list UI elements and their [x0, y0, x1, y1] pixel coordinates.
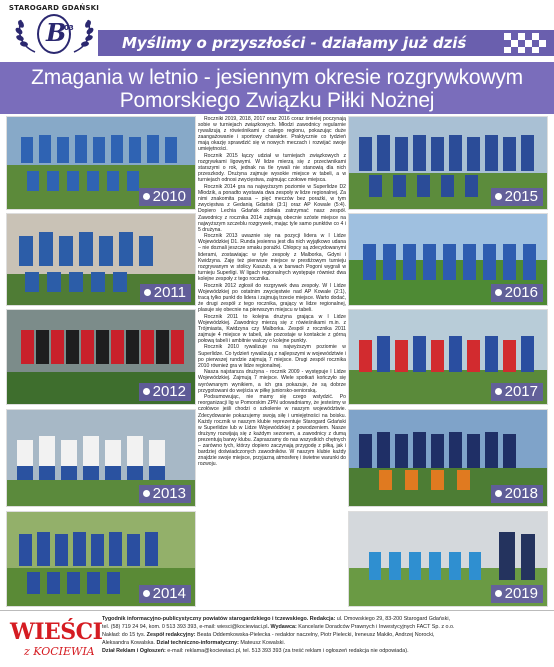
publisher-line-4-rest: Mateusz Kowalski.	[238, 640, 286, 646]
publisher-line-4	[102, 639, 548, 647]
club-name: STAROGARD GDAŃSKI	[8, 4, 100, 12]
publisher-line-4-bold: Dział techniczno-informatyczny:	[155, 640, 239, 646]
article-title-block	[0, 62, 554, 114]
year-badge: 2018	[491, 485, 543, 503]
publisher-line-3-start: Nakład: do 15 tys.	[102, 632, 146, 638]
article-title-line-1: Zmagania w letnio - jesiennym okresie rozgrywkowym	[31, 66, 523, 89]
publisher-line-3-bold: Zespół redakcyjny:	[145, 632, 196, 638]
publisher-line-1-rest: ul. Dmowskiego 29, 83-200 Starogard Gdański,	[335, 616, 451, 622]
article-body	[198, 116, 346, 608]
club-logo	[6, 2, 102, 60]
wiesci-logo-main: WIEŚCI	[10, 619, 103, 645]
article-paragraph: Rocznik 2011 to kolejna drużyna grająca w I Lidze Wojewódzkiej. Zawodnicy mierzą się z rówieśnikami m.in. z Trójmiasta, Kwidzyna czy Malborka. Zespół z rocznika 2011 zajmuje 4 miejsce w tabeli, ale pozostaje w kontakcie z górną połową tabeli i ambitnie walczy o kolejne punkty.	[198, 313, 346, 344]
year-badge: 2016	[491, 284, 543, 302]
publisher-line-3-rest: Beata Oddemkowska-Pielecka - redaktor naczelny, Piotr Pielecki, Ireneusz Makiło, Andrzej Norocki,	[195, 632, 435, 638]
logo-letter: B	[46, 18, 67, 47]
publisher-line-1	[102, 615, 548, 623]
team-photo-2012	[6, 309, 196, 405]
year-badge: 2019	[491, 585, 543, 603]
article-paragraph: Rocznik 2014 gra na najwyższym poziomie w Superlidze D2 Młodzik, a ponadto wystawia dwa zespoły w lidze regionalnej. Za nimi znakomita passa – pięć meczów bez porażki, w tym zwycięstwa z Gedanią Gdańsk (3:1) oraz AP Kowale (5:4). Dopiero Lechia Gdańsk zdołała zatrzymać nasz zespół. Zawodnicy z rocznika 2014 zajmują obecnie szóste miejsce na najwyższym szczeblu rozgrywek, mając tyle samo punktów co 4 i 5 drużyna.	[198, 184, 346, 233]
publisher-info	[102, 615, 548, 655]
publisher-line-4-start: Aleksandra Kowalska.	[102, 640, 156, 646]
year-badge: 2015	[491, 188, 543, 206]
article-paragraph: Rocznik 2013 uwaznie się na pozycji lidera w I Lidze Wojewódzkiej D1. Runda jesienna jest dla nich wyjątkowo udana – nie doznali jeszcze smaku porażki. Chłopcy są zdecydowanymi liderami, zostawiając w tyle zespoły z Malborka, Gdyni i Kwidzyna. Zaję też pierwsze miejsce w prestiżowym turnieju rozgrywanym w stolicy Kaszub, a w barwach Pogoni wygrali w turnieju Superligi. W ligach regionalnych występuje również dwa kolejne zespoły z tego rocznika.	[198, 233, 346, 282]
article-title-line-2: Pomorskiego Związku Piłki Nożnej	[119, 89, 435, 112]
slogan-banner	[98, 30, 554, 56]
wiesci-logo	[10, 615, 103, 663]
team-photo-2018	[348, 409, 548, 507]
article-paragraph: Nasza najstarsza drużyna - rocznik 2009 - występuje I Lidze Wojewódzkiej. Zajmują 7 miejsce. Wiele spotkań kończyło się wyrównanym wynikiem, a ich gra pokazuje, że są dobrze przygotowani do wejścia w piłkę juniorsko-seniorską.	[198, 369, 346, 394]
year-badge: 2012	[139, 383, 191, 401]
team-photo-2016	[348, 213, 548, 306]
team-photo-2010	[6, 116, 196, 210]
year-badge: 2010	[139, 188, 191, 206]
publisher-line-2-rest: Kancelarie Doradców Prawnych i Inwestycyjnych FACT Sp. z o.o.	[296, 624, 455, 630]
publisher-line-2	[102, 623, 548, 631]
year-badge: 2013	[139, 485, 191, 503]
checker-pattern-icon	[504, 33, 548, 53]
article-paragraph: Rocznik 2010 rywalizuje na najwyższym poziomie w Superlidze. Co tydzień rywalizują z najlepszymi w województwie i po pierwszej rundzie zajmują 7 miejsce. Drugi zespół rocznika 2010 również gra w lidze regionalnej.	[198, 344, 346, 369]
year-badge: 2011	[140, 284, 191, 302]
wiesci-logo-sub: z KOCIEWIA	[24, 645, 95, 658]
team-photo-2015	[348, 116, 548, 210]
publisher-line-2-bold: . Wydawca:	[267, 624, 297, 630]
year-badge: 2017	[491, 383, 543, 401]
team-photo-2019	[348, 511, 548, 607]
page-header	[0, 0, 554, 62]
publisher-line-1-bold: Tygodnik informacyjno-publicystyczny powiatów starogardzkiego i tczewskiego. Redakcja:	[102, 616, 336, 622]
article-paragraph: Roczniki 2019, 2018, 2017 oraz 2016 coraz śmielej poczynają sobie w turniejach związkowych. Młodzi zawodnicy regularnie rywalizują z rówieśnikami z całego regionu, pokazując duże zaangażowanie i sportowy charakter. Praktycznie co tydzień mają okazję sprawdzić się w nowych meczach i rozwijać swoje umiejętności.	[198, 116, 346, 153]
publisher-line-5-bold: Dział Reklam i Ogłoszeń:	[102, 648, 166, 654]
team-photo-2013	[6, 409, 196, 507]
year-badge: 2014	[139, 585, 191, 603]
article-paragraph: Podsumowując, nie mamy się czego wstydzić. Po reorganizacji lig w Pomorskim ZPN udowadniamy, że jesteśmy w czołówce jeśli chodzi o szkolenie w naszym województwie. Zdecydowanie pokazujemy swoją siłę i umiejętności na boisku. Każdy rocznik w naszym klubie reprezentuje Starogard Gdański w Superlidze lub w Lidze Wojewódzkiej z powodzeniem. Nasze drużyny rozwijają się z każdym sezonem, a zawodnicy z dumą prezentują barwy klubu. Zapraszamy do nas wszystkich chętnych – zarówno tych, którzy dopiero zaczynają przygodę z piłką, jak i bardziej doświadczonych zawodników. W naszym klubie każdy znajdzie swoje miejsce, przyjazną atmosferę i świetne warunki do rozwoju.	[198, 394, 346, 468]
team-photo-2017	[348, 309, 548, 405]
team-photo-2011	[6, 213, 196, 306]
laurel-right-icon	[70, 16, 96, 54]
publisher-line-5-rest: e-mail: reklama@kociewiaci.pl, tel. 513 393 393 (za treść reklam i ogłoszeń redakcja nie odpowiada).	[165, 648, 409, 654]
publisher-line-2-start: tel. (58) 719 24 94, kom. 0 513 393 393, e-mail: wiesci@kociewiaci.pl	[102, 624, 268, 630]
team-photo-2014	[6, 511, 196, 607]
publisher-line-5	[102, 647, 548, 655]
logo-year: 03	[64, 24, 74, 32]
article-paragraph: Rocznik 2012 zgłosił do rozgrywek dwa zespoły. W I Lidze Wojewódzkiej po ostatnim zwycięstwie nad AP Kowale (2:1), tracą tylko punkt do lidera i zajmują trzecie miejsce. Warto dodać, że drugi zespół z tego rocznika, grający w lidze regionalnej, plasuje się obecnie na pierwszym miejscu w tabeli.	[198, 282, 346, 313]
slogan-text: Myślimy o przyszłości - działamy już dziś	[122, 34, 467, 52]
publisher-footer	[0, 610, 554, 667]
laurel-left-icon	[13, 16, 39, 54]
article-paragraph: Rocznik 2015 łączy udział w turniejach związkowych z rozgrywkami ligowymi. W lidze mierzą się z przeciwnikami starszymi o rok, jednak na tle rywali nie stanowią dla nich przeszkody. Drużyna zajmuje wysokie miejsce w tabeli, a w turniejach odnosi zwycięstwa, zajmując czołowe miejsca.	[198, 153, 346, 184]
publisher-line-3	[102, 631, 548, 639]
